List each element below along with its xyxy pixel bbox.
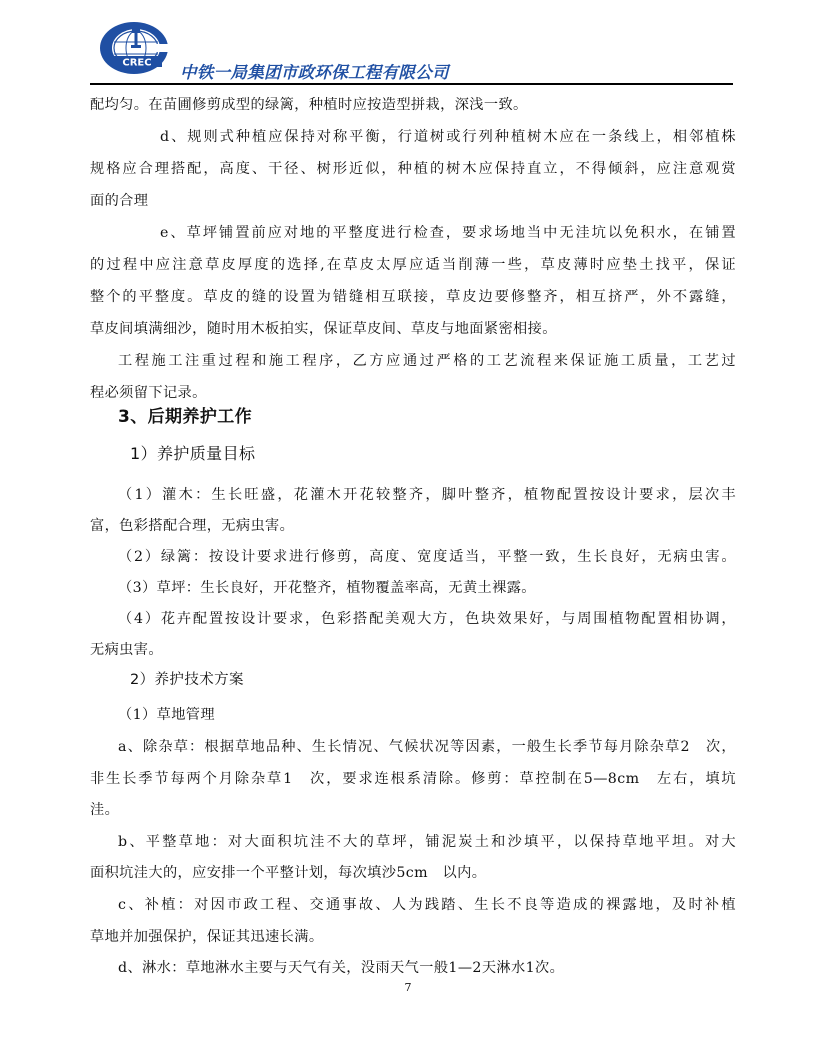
body-text-line: 整个的平整度。草皮的缝的设置为错缝相互联接，草皮边要修整齐，相互挤严，外不露缝，: [90, 289, 736, 305]
body-text-line: 配均匀。在苗圃修剪成型的绿篱，种植时应按造型拼栽，深浅一致。: [90, 97, 528, 113]
body-text-line: 规格应合理搭配，高度、干径、树形近似，种植的树木应保持直立，不得倾斜，应注意观赏: [90, 161, 736, 177]
body-text-line: d、淋水：草地淋水主要与天气有关，没雨天气一般1—2天淋水1次。: [118, 960, 565, 976]
body-text-line: 洼。: [90, 802, 120, 818]
body-text-line: 富，色彩搭配合理，无病虫害。: [90, 518, 295, 534]
body-text-line: （3）草坪：生长良好，开花整齐，植物覆盖率高，无黄土裸露。: [118, 580, 536, 596]
subsection-heading: 2）养护技术方案: [130, 672, 244, 688]
body-text-line: b、平整草地：对大面积坑洼不大的草坪，铺泥炭土和沙填平，以保持草地平坦。对大: [118, 834, 736, 850]
body-text-line: （2）绿篱：按设计要求进行修剪，高度、宽度适当，平整一致，生长良好，无病虫害。: [118, 549, 736, 565]
body-text-line: （4）花卉配置按设计要求，色彩搭配美观大方，色块效果好，与周围植物配置相协调，: [118, 611, 736, 627]
header-divider: [90, 83, 733, 85]
company-logo-icon: [98, 20, 174, 76]
subsection-heading: 1）养护质量目标: [130, 444, 256, 463]
body-text-line: 草地并加强保护，保证其迅速长满。: [90, 929, 324, 945]
body-text-line: d、规则式种植应保持对称平衡，行道树或行列种植树木应在一条线上，相邻植株: [160, 129, 736, 145]
svg-text:CREC: CREC: [122, 57, 152, 69]
body-text-line: 工程施工注重过程和施工程序，乙方应通过严格的工艺流程来保证施工质量，工艺过: [118, 353, 736, 369]
body-text-line: 草皮间填满细沙，随时用木板拍实，保证草皮间、草皮与地面紧密相接。: [90, 321, 557, 337]
body-text-line: （1）灌木：生长旺盛，花灌木开花较整齐，脚叶整齐，植物配置按设计要求，层次丰: [118, 487, 736, 503]
body-text-line: 面的合理: [90, 193, 149, 209]
body-text-line: 非生长季节每两个月除杂草1 次，要求连根系清除。修剪：草控制在5—8cm 左右，填坑: [90, 771, 736, 787]
body-text-line: a、除杂草：根据草地品种、生长情况、气候状况等因素，一般生长季节每月除杂草2 次，: [118, 739, 736, 755]
body-text-line: e、草坪铺置前应对地的平整度进行检查，要求场地当中无洼坑以免积水，在铺置: [160, 225, 736, 241]
section-heading: 3、后期养护工作: [118, 407, 253, 427]
body-text-line: （1）草地管理: [118, 707, 215, 723]
body-text-line: 面积坑洼大的，应安排一个平整计划，每次填沙5cm 以内。: [90, 865, 487, 881]
page-header: [90, 18, 733, 85]
body-text-line: 无病虫害。: [90, 642, 163, 658]
body-text-line: 程必须留下记录。: [90, 385, 207, 401]
body-text-line: 的过程中应注意草皮厚度的选择,在草皮太厚应适当削薄一些，草皮薄时应垫土找平，保证: [90, 257, 736, 273]
company-name: 中铁一局集团市政环保工程有限公司: [180, 63, 449, 82]
page-number: 7: [404, 981, 412, 994]
body-text-line: c、补植：对因市政工程、交通事故、人为践踏、生长不良等造成的裸露地，及时补植: [118, 897, 736, 913]
